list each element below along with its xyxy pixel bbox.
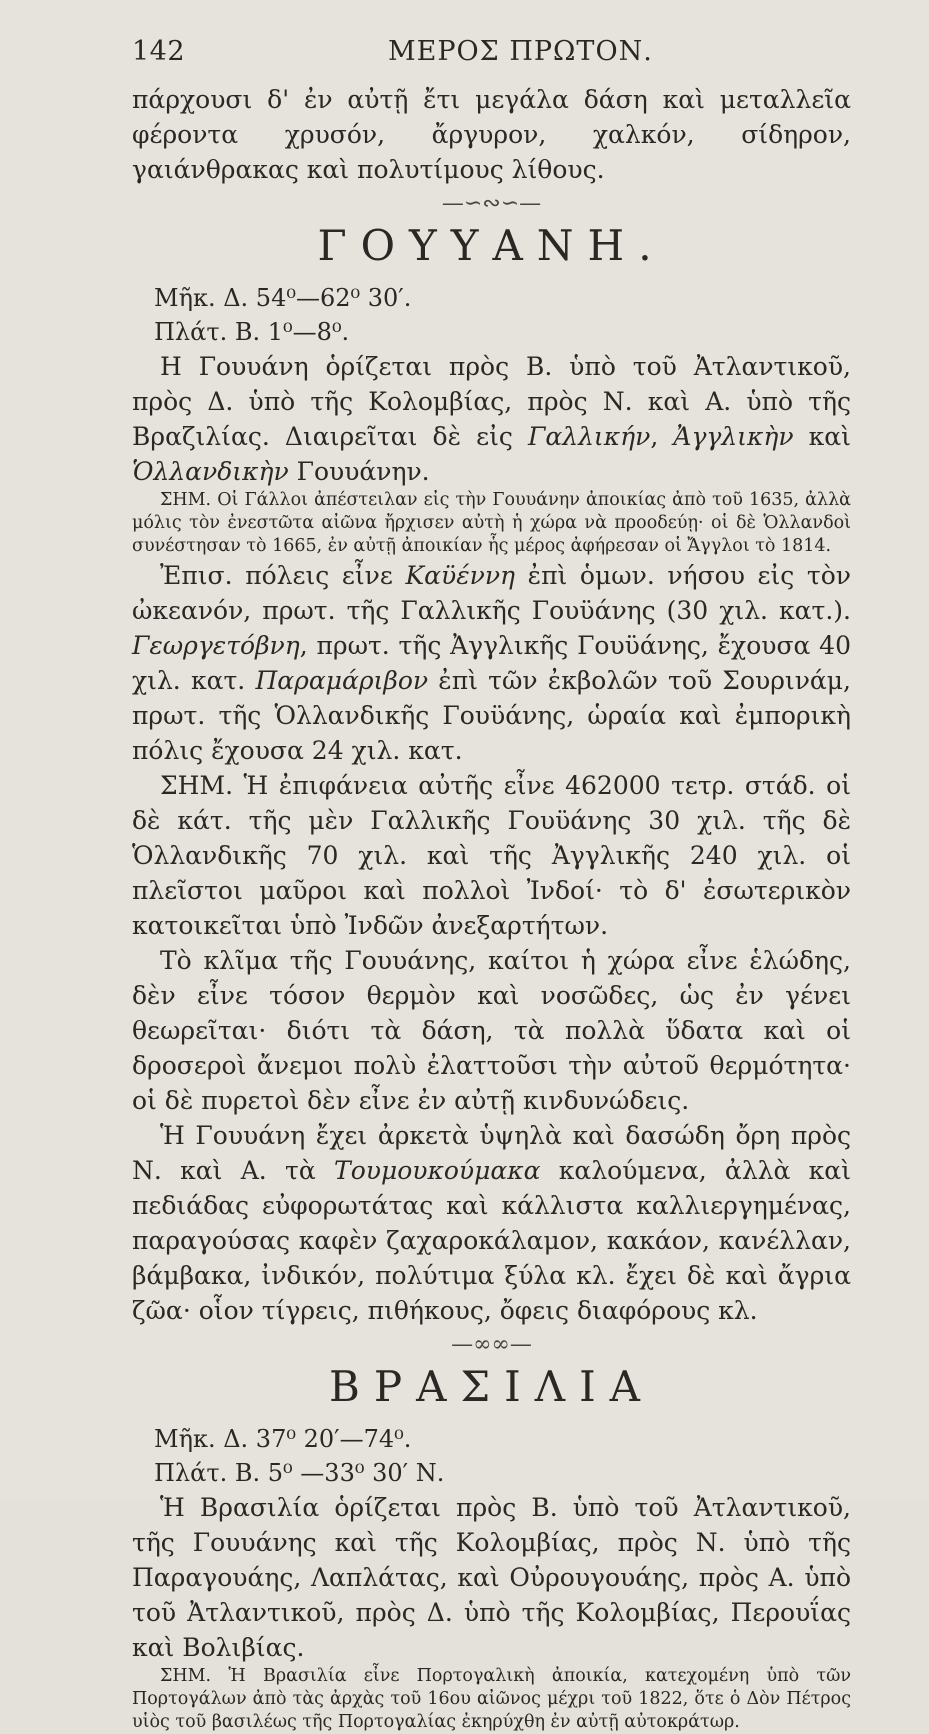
city-name: Καϋέννη — [405, 561, 516, 590]
guiana-note-colonies: ΣΗΜ. Οἱ Γάλλοι ἀπέστειλαν εἰς τὴν Γουυάνην ἀποικίας ἀπὸ τοῦ 1635, ἀλλὰ μόλις τὸν ἐνεστῶτα αἰῶνα ἤρχισεν αὐτὴ ἡ χώρα νὰ προοδεύῃ· οἱ δὲ Ὁλλανδοὶ συνέστησαν τὸ 1665, ἐν αὐτῇ ἀποικίαν ἧς μέρος ἀφήρεσαν οἱ Ἄγγλοι τὸ 1814. — [132, 490, 851, 556]
guiana-latitude: Πλάτ. Β. 1⁰—8⁰. — [154, 318, 350, 346]
city-name: Παραμάριβον — [255, 666, 429, 695]
place-name: Ὁλλανδικὴν — [132, 457, 289, 486]
text-run: καλούμενα, ἀλλὰ καὶ πεδιάδας εὐφορωτάτας καὶ κάλλιστα καλλιεργημένας, παραγούσας καφὲν ζαχαροκάλαμον, κακάον, κανέλλαν, βάμβακα, ἰνδικόν, πολύτιμα ξύλα κλ. ἔχει δὲ καὶ ἄγρια ζῶα· οἷον τίγρεις, πιθήκους, ὄφεις διαφόρους κλ. — [132, 1156, 851, 1325]
page-number: 142 — [132, 36, 186, 67]
guiana-climate-paragraph: Τὸ κλῖμα τῆς Γουυάνης, καίτοι ἡ χώρα εἶνε ἑλώδης, δὲν εἶνε τόσον θερμὸν καὶ νοσῶδες, ὡς ἐν γένει θεωρεῖται· διότι τὰ δάση, τὰ πολλὰ ὕδατα καὶ οἱ δροσεροὶ ἄνεμοι πολὺ ἐλαττοῦσι τὴν αὐτοῦ θερμότητα· οἱ δὲ πυρετοὶ δὲν εἶνε ἐν αὐτῇ κινδυνώδεις. — [132, 946, 851, 1115]
guiana-borders-paragraph — [132, 349, 851, 489]
intro-paragraph: πάρχουσι δ' ἐν αὐτῇ ἔτι μεγάλα δάση καὶ μεταλλεῖα φέροντα χρυσόν, ἄργυρον, χαλκόν, σίδηρον, γαιάνθρακας καὶ πολυτίμους λίθους. — [132, 85, 851, 184]
guiana-products-paragraph — [132, 1118, 851, 1328]
ornament-divider: —∽∾∽— — [441, 191, 542, 216]
text-run: Ἐπισ. πόλεις εἶνε — [160, 561, 406, 590]
brazil-note: ΣΗΜ. Ἡ Βρασιλία εἶνε Πορτογαλικὴ ἀποικία, κατεχομένη ὑπὸ τῶν Πορτογάλων ἀπὸ τὰς ἀρχὰς τοῦ 16ου αἰῶνος μέχρι τοῦ 1822, ὅτε ὁ Δὸν Πέτρος υἱὸς τοῦ βασιλέως τῆς Πορτογαλίας ἐκηρύχθη ἐν αὐτῇ αὐτοκράτωρ. — [132, 1666, 851, 1732]
page-header — [132, 36, 851, 82]
city-name: Γεωργετόβνη — [132, 631, 300, 660]
running-title: ΜΕΡΟΣ ΠΡΩΤΟΝ. — [388, 36, 653, 67]
text-run: καὶ — [793, 422, 851, 451]
section-title-guiana: ΓΟΥΥΑΝΗ. — [317, 221, 666, 270]
brazil-longitude: Μῆκ. Δ. 37⁰ 20′—74⁰. — [154, 1425, 412, 1453]
ornament-divider: —∞∞— — [451, 1332, 532, 1357]
text-run: , πρωτ. τῆς Ἀγγλικῆς Γουϋάνης, ἔχουσα 40 χιλ. κατ. — [132, 631, 851, 695]
place-name: Γαλλικήν — [528, 422, 651, 451]
text-run: ἐπὶ τῶν ἐκβολῶν τοῦ Σουρινάμ, πρωτ. τῆς Ὁλλανδικῆς Γουϋάνης, ὡραία καὶ ἐμπορικὴ πόλις ἔχουσα 24 χιλ. κατ. — [132, 666, 851, 765]
place-name: Τουμουκούμακα — [334, 1156, 541, 1185]
text-run: , — [650, 422, 674, 451]
text-run: Η Γουυάνη ὁρίζεται πρὸς Β. ὑπὸ τοῦ Ἀτλαντικοῦ, πρὸς Δ. ὑπὸ τῆς Κολομβίας, πρὸς Ν. καὶ Α. ὑπὸ τῆς Βραζιλίας. Διαιρεῖται δὲ εἰς — [132, 352, 851, 451]
text-run: Γουυάνην. — [288, 457, 430, 486]
brazil-latitude: Πλάτ. Β. 5⁰ —33⁰ 30′ Ν. — [154, 1459, 445, 1487]
guiana-cities-paragraph — [132, 558, 851, 768]
text-run: Ἡ Γουυάνη ἔχει ἀρκετὰ ὑψηλὰ καὶ δασώδη ὄρη πρὸς Ν. καὶ Α. τὰ — [132, 1121, 851, 1185]
text-run: ἐπὶ ὁμων. νήσου εἰς τὸν ὠκεανόν, πρωτ. τῆς Γαλλικῆς Γουϋάνης (30 χιλ. κατ.). — [132, 561, 851, 625]
guiana-note-population: ΣΗΜ. Ἡ ἐπιφάνεια αὐτῆς εἶνε 462000 τετρ. στάδ. οἱ δὲ κάτ. τῆς μὲν Γαλλικῆς Γουϋάνης 30 χιλ. τῆς δὲ Ὁλλανδικῆς 70 χιλ. καὶ τῆς Ἀγγλικῆς 240 χιλ. οἱ πλεῖστοι μαῦροι καὶ πολλοὶ Ἰνδοί· τὸ δ' ἐσωτερικὸν κατοικεῖται ὑπὸ Ἰνδῶν ἀνεξαρτήτων. — [132, 771, 851, 940]
section-title-brazil: ΒΡΑΣΙΛΙΑ — [329, 1362, 654, 1411]
guiana-longitude: Μῆκ. Δ. 54⁰—62⁰ 30′. — [154, 284, 412, 312]
place-name: Ἀγγλικὴν — [673, 422, 794, 451]
brazil-borders-paragraph: Ἡ Βρασιλία ὁρίζεται πρὸς Β. ὑπὸ τοῦ Ἀτλαντικοῦ, τῆς Γουυάνης καὶ τῆς Κολομβίας, πρὸς Ν. ὑπὸ τῆς Παραγουάης, Λαπλάτας, καὶ Οὐρουγουάης, πρὸς Α. ὑπὸ τοῦ Ἀτλαντικοῦ, πρὸς Δ. ὑπὸ τῆς Κολομβίας, Περουΐας καὶ Βολιβίας. — [132, 1493, 851, 1662]
